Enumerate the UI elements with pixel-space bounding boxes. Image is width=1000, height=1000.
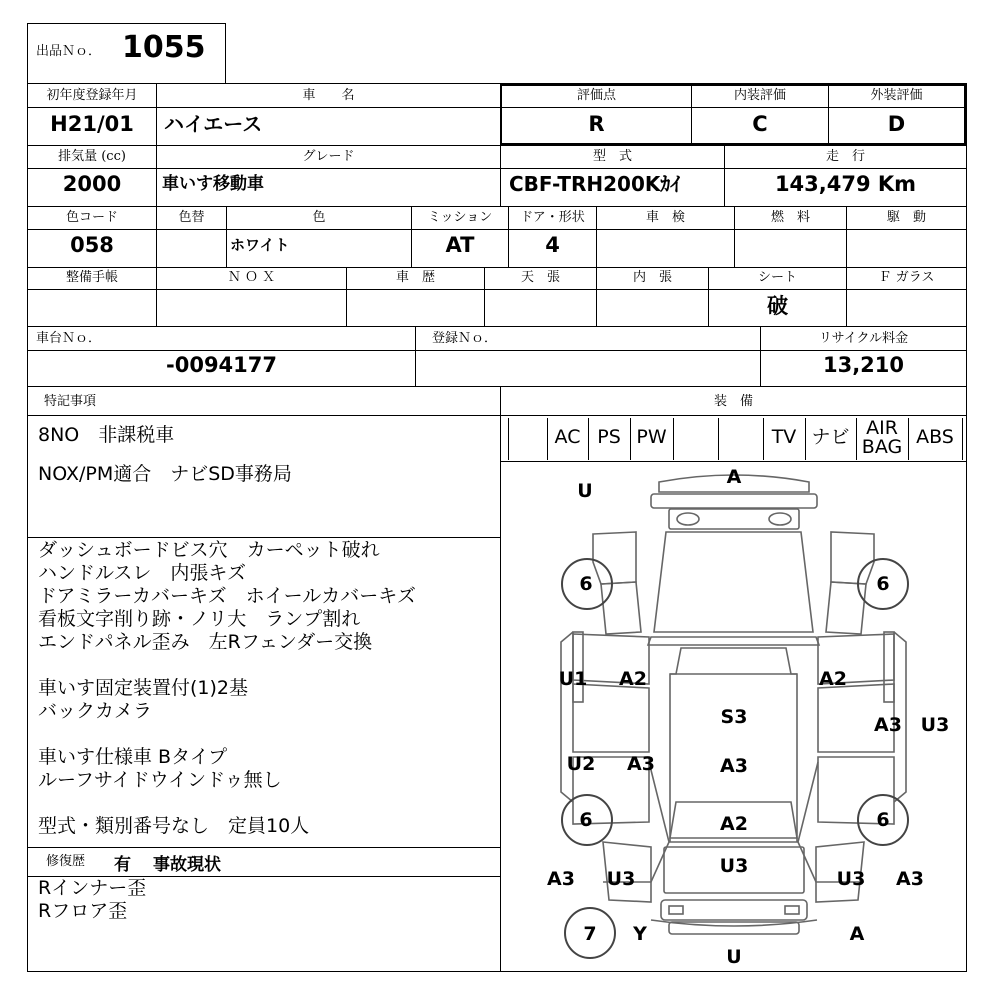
- fuel-label: 燃 料: [770, 210, 810, 225]
- car-name-value: ハイエース: [164, 112, 263, 136]
- color-label: 色: [312, 210, 326, 225]
- equipment-item: ナビ: [811, 426, 850, 448]
- score-value: R: [588, 112, 605, 136]
- damage-mark: S3: [720, 706, 748, 728]
- grade-label: グレード: [302, 149, 355, 164]
- damage-mark: U3: [606, 868, 636, 890]
- equipment-item: ABS: [916, 426, 954, 448]
- repair-status: 有: [114, 855, 131, 875]
- damage-mark: 7: [583, 923, 597, 945]
- lot-label: 出品Ｎｏ．: [36, 44, 102, 59]
- damage-mark: A3: [720, 755, 748, 777]
- damage-mark: A3: [627, 753, 655, 775]
- exterior-score-value: D: [887, 112, 906, 136]
- displacement-label: 排気量 (cc): [58, 149, 126, 164]
- equipment-label: 装 備: [713, 394, 753, 409]
- reg-date-label: 初年度登録年月: [46, 88, 138, 103]
- regno-label: 登録Ｎｏ．: [432, 331, 498, 346]
- drive-label: 駆 動: [886, 210, 926, 225]
- interior-score-label: 内装評価: [733, 88, 786, 103]
- equipment-item: TV: [771, 426, 797, 448]
- damage-mark: A3: [874, 714, 902, 736]
- seat-label: シート: [757, 270, 797, 285]
- chassis-value: -0094177: [166, 353, 277, 377]
- lot-number: 1055: [122, 30, 206, 65]
- damage-mark: A2: [720, 813, 748, 835]
- damage-mark: U3: [719, 855, 749, 877]
- door-label: ドア・形状: [520, 210, 585, 225]
- damage-mark: A: [726, 466, 742, 488]
- nox-label: Ｎ Ｏ Ｘ: [227, 270, 276, 285]
- color-code-value: 058: [70, 233, 114, 257]
- notes-line-1: 8NO 非課税車: [38, 424, 175, 446]
- score-label: 評価点: [576, 88, 616, 103]
- interior-score-value: C: [752, 112, 768, 136]
- model-value: CBF-TRH200Kｶｲ: [509, 172, 681, 196]
- displacement-value: 2000: [62, 172, 122, 196]
- damage-mark: A3: [547, 868, 575, 890]
- color-value: ホワイト: [230, 236, 290, 254]
- mileage-value: 143,479 Km: [774, 172, 917, 196]
- mission-value: AT: [445, 233, 475, 257]
- repair-label: 修復歴: [46, 854, 86, 869]
- mileage-label: 走 行: [825, 149, 865, 164]
- model-label: 型 式: [592, 149, 632, 164]
- seat-value: 破: [767, 294, 788, 318]
- notes-body: ダッシュボードビス穴 カーペット破れ ハンドルスレ 内張キズ ドアミラーカバーキズ ホイールカバーキズ 看板文字削り跡・ノリ大 ランプ割れ エンドパネル歪み 左Rフェンダー交換 車いす固定装置付(1)2基 バックカメラ 車いす仕様車 Bタイプ ルーフサイドウインドゥ無し 型式・類別番号なし 定員10人: [38, 539, 416, 837]
- damage-mark: 6: [579, 809, 593, 831]
- notes-line-2: NOX/PM適合 ナビSD事務局: [38, 463, 292, 485]
- damage-mark: U3: [920, 714, 950, 736]
- history-label: 車 歴: [395, 270, 435, 285]
- damage-mark: U3: [836, 868, 866, 890]
- front-glass-label: Ｆ ガラス: [878, 270, 935, 285]
- equipment-item: PW: [636, 426, 667, 448]
- damage-mark: U1: [558, 668, 588, 690]
- reg-date-value: H21/01: [50, 112, 134, 136]
- recycle-label: リサイクル料金: [818, 331, 909, 346]
- accident-label: 事故現状: [153, 855, 221, 875]
- mission-label: ミッション: [427, 210, 493, 225]
- service-book-label: 整備手帳: [65, 270, 118, 285]
- car-name-label: 車 名: [302, 88, 355, 103]
- inner-trim-label: 内 張: [632, 270, 672, 285]
- damage-mark: 6: [876, 573, 890, 595]
- equipment-item: AC: [554, 426, 581, 448]
- chassis-label: 車台Ｎｏ．: [36, 331, 102, 346]
- damage-mark: A3: [896, 868, 924, 890]
- damage-mark: A2: [619, 668, 647, 690]
- damage-mark: U: [726, 946, 742, 968]
- color-code-label: 色コード: [65, 210, 118, 225]
- ceiling-label: 天 張: [520, 270, 560, 285]
- door-value: 4: [545, 233, 560, 257]
- damage-mark: Y: [633, 923, 647, 945]
- damage-mark: U: [577, 480, 593, 502]
- equipment-item: PS: [597, 426, 621, 448]
- equipment-item: AIR BAG: [861, 417, 903, 458]
- exterior-score-label: 外装評価: [870, 88, 923, 103]
- damage-mark: 6: [876, 809, 890, 831]
- damage-mark: 6: [579, 573, 593, 595]
- damage-mark: A: [849, 923, 865, 945]
- notes-label: 特記事項: [44, 394, 97, 409]
- damage-mark: U2: [566, 753, 596, 775]
- recycle-value: 13,210: [822, 353, 905, 377]
- damage-mark: A2: [819, 668, 847, 690]
- grade-value: 車いす移動車: [162, 174, 264, 194]
- repair-body: Rインナー歪 Rフロア歪: [38, 877, 147, 922]
- inspection-label: 車 検: [645, 210, 685, 225]
- repaint-label: 色替: [178, 210, 205, 225]
